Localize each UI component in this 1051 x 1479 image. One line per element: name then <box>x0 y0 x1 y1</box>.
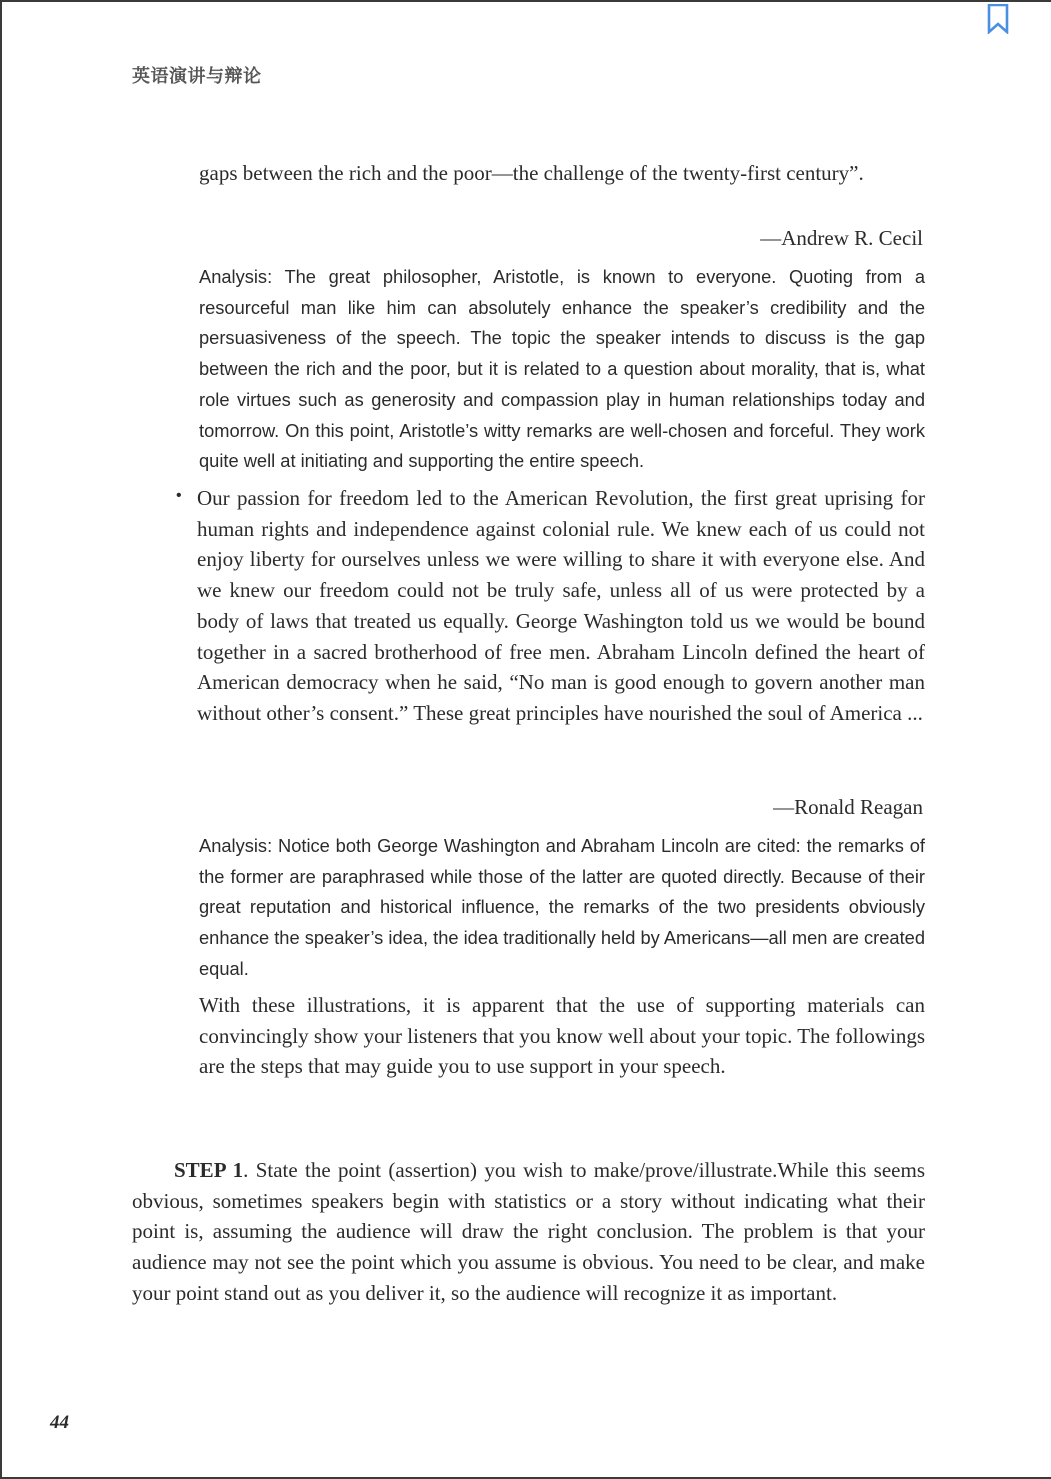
running-head: 英语演讲与辩论 <box>132 66 262 87</box>
step-paragraph <box>132 1155 925 1309</box>
bookmark-icon <box>986 4 1010 34</box>
analysis-paragraph: Analysis: Notice both George Washington and Abraham Lincoln are cited: the remarks of the former are paraphrased while those of the latter are quoted directly. Because of their great reputation and historical influence, the remarks of the two presidents obviously enhance the speaker’s idea, the idea traditionally held by Americans—all men are created equal. <box>199 835 925 979</box>
quote-continuation: gaps between the rich and the poor—the challenge of the twenty-first century”. <box>199 161 864 185</box>
quote-attribution: —Andrew R. Cecil <box>760 226 923 250</box>
analysis-paragraph: Analysis: The great philosopher, Aristotle, is known to everyone. Quoting from a resourceful man like him can absolutely enhance the speaker’s credibility and the persuasiveness of the speech. The topic the speaker intends to discuss is the gap between the rich and the poor, but it is related to a question about morality, that is, what role virtues such as generosity and compassion play in human relationships today and tomorrow. On this point, Aristotle’s witty remarks are well-chosen and forceful. They work quite well at initiating and supporting the entire speech. <box>199 266 925 472</box>
quote-attribution: —Ronald Reagan <box>773 795 923 819</box>
conclusion-paragraph: With these illustrations, it is apparent that the use of supporting materials can convincingly show your listeners that you know well about your topic. The followings are the steps that may guide you to use support in your speech. <box>199 993 925 1079</box>
quote-paragraph: Our passion for freedom led to the American Revolution, the first great uprising for human rights and independence against colonial rule. We knew each of us could not enjoy liberty for ourselves unless we were willing to share it with everyone else. And we knew our freedom could not be truly safe, unless all of us were protected by a body of laws that treated us equally. George Washington told us we would be bound together in a sacred brotherhood of free men. Abraham Lincoln defined the heart of American democracy when he said, “No man is good enough to govern another man without other’s consent.” These great principles have nourished the soul of America ... <box>197 486 925 725</box>
step-label: STEP 1 <box>174 1158 244 1182</box>
step-text: . State the point (assertion) you wish to make/prove/illustrate.While this seems obvious, sometimes speakers begin with statistics or a story without indicating what their point is, assuming the audience will draw the right conclusion. The problem is that your audience may not see the point which you assume is obvious. You need to be clear, and make your point stand out as you deliver it, so the audience will recognize it as important. <box>132 1158 925 1305</box>
page-number: 44 <box>50 1412 69 1433</box>
bookmark-button[interactable] <box>986 4 1010 34</box>
bullet-marker: • <box>176 487 182 504</box>
